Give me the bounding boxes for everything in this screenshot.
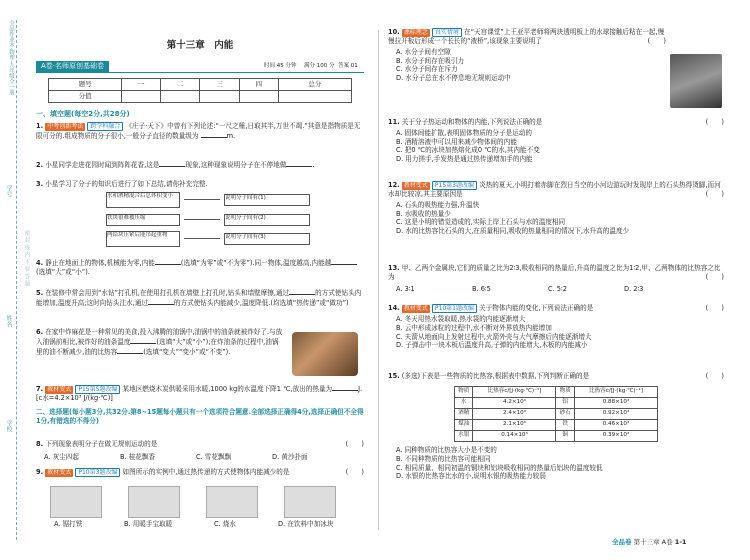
option[interactable]: B. 云中形成冰粒的过程中,水不断对外界放热内能增加 (396, 323, 552, 332)
time-limit: 时间 45 分钟 (264, 63, 297, 69)
q-tag: 中考创新考法 (47, 123, 84, 130)
q-text: 某地区燃烧木炭供暖采用水暖,1000 kg的水温度下降1 ℃,放出的热量为 (122, 385, 333, 393)
q-text: 小星学习了分子的知识后进行了如下总结,请你补充完整. (45, 180, 208, 188)
section-fill-title: 一、填空题(每空2分,共28分) (36, 110, 130, 118)
fact-box: 铁块很难被压缩 (106, 214, 180, 226)
score-cell[interactable] (200, 91, 239, 103)
q-text: J.[c水=4.2×10³ J/(kg·℃)] (36, 385, 363, 402)
boiling-water-image (206, 486, 258, 518)
option[interactable]: A. 冬天用热水袋取暖,热水袋的内能逐渐增大 (396, 315, 526, 323)
q-text: (选填“变大”“变小”或“不变”). (143, 347, 231, 356)
table-cell: 铜 (556, 431, 574, 442)
q-tag: 真实情境 (432, 28, 462, 37)
q-num: 10. (388, 28, 400, 36)
option[interactable]: D. 子弹击中一块木板后温度升高,子弹的内能增大,木板的内能减小 (396, 341, 588, 350)
margin-name: 姓名 (5, 315, 13, 327)
option[interactable]: C. 水分子间存在斥力 (396, 65, 458, 74)
answer-blank[interactable] (201, 131, 227, 138)
q-text: (选填“大”或“小”). (36, 267, 90, 276)
answer-blank[interactable] (331, 258, 357, 265)
score-header: 三 (200, 79, 239, 91)
question-10 (388, 28, 666, 83)
option[interactable]: C. 夫箭从地面向上发射过程中,火箭外壳与大气摩擦后内能逐渐增大 (396, 332, 592, 341)
option[interactable]: D. 在饮料中加冰块 (278, 520, 334, 528)
answer-blank[interactable] (148, 298, 174, 305)
option[interactable]: D. 水银的比热容比水的小,说明水银的吸热能力较弱 (396, 472, 546, 481)
table-cell: 0.46×10³ (574, 420, 657, 431)
question-8 (36, 440, 364, 462)
option[interactable]: C. 这是小明的错觉造成的,实际上岸上石头与水的温度相同 (396, 218, 566, 227)
q-num: 5. (36, 289, 44, 297)
q-text: 关于分子热运动和物体的内能,下列说法正确的是 (401, 118, 543, 126)
q-text: 的方式使钻头内能减少,温度降低.(均选填“热传递”或“做功”) (173, 298, 349, 307)
left-column (36, 26, 364, 546)
fact-box: 两铅块压紧后能吊起重物 (106, 231, 180, 247)
option[interactable]: B. 不同种物质的比热容可能相同 (396, 454, 491, 463)
q-num: 12. (388, 181, 400, 189)
question-6 (36, 328, 284, 356)
fried-dough-photo (292, 332, 358, 376)
chapter-title: 第十三章 内能 (166, 40, 234, 51)
answer-paren[interactable]: ( ) (345, 440, 364, 448)
answer-page: 答案 01 (338, 63, 358, 69)
score-cell[interactable] (122, 91, 161, 103)
q-tag: 教材变式 (47, 386, 72, 393)
forging-iron-image (50, 486, 102, 518)
q-tag: P15第5题改编 (75, 385, 120, 394)
option[interactable]: B. 桂花飘香 (120, 452, 156, 461)
q-text: 的方式使钻头内能增加,温度升高;这时向钻头注水,通过 (36, 289, 362, 307)
concept-diagram (106, 192, 326, 252)
q-text: 小星同学走进花园时闻到阵阵花香,这是 (45, 161, 160, 169)
paper-type: A卷·名师原创基础卷 (36, 61, 109, 72)
q15-options (388, 446, 724, 481)
table-cell: 砂石 (556, 409, 574, 420)
q-text: 关于物体内能的变化,下列说法正确的是 (479, 304, 594, 312)
table-header: 物质 (455, 387, 473, 398)
full-score: 满分 100 分 (304, 63, 335, 69)
q-text: (多选)下表是一些物质的比热容,根据表中数据,下列判断正确的是 (401, 372, 590, 380)
table-header: 比热容c/[J·(kg·℃)⁻¹] (473, 387, 556, 398)
option[interactable]: A. 水分子间有空隙 (396, 47, 451, 56)
q-num: 8. (36, 440, 44, 448)
conclusion-box[interactable]: 说明分子间有(3) (224, 233, 310, 245)
answer-paren[interactable]: ( ) (705, 304, 724, 312)
q-text: . (312, 161, 315, 169)
q-num: 7. (36, 385, 44, 393)
answer-blank[interactable] (332, 384, 358, 391)
table-header: 比热容c/[J·(kg·℃)⁻¹] (574, 387, 657, 398)
option[interactable]: C. 把0 ℃的冰块加热熔化成0 ℃的水,其内能不变 (396, 146, 540, 155)
q-text: 炎热的夏天,小明打着赤脚在烈日当空的小河边游玩时发现岸上的石头热得烫脚,而河水却比较凉,其主要原因是 (388, 181, 721, 198)
score-row-label: 分值 (49, 91, 122, 103)
q-num: 15. (388, 372, 400, 380)
q-text: m. (226, 132, 236, 140)
option[interactable]: C. 烧水 (214, 520, 236, 528)
specific-heat-table (454, 386, 658, 442)
table-cell: 0.88×10³ (574, 398, 657, 409)
option[interactable]: B. 水吸收的热量少 (396, 209, 451, 218)
q-tag: P10第1题改编 (432, 304, 477, 313)
table-cell: 水银 (455, 431, 473, 442)
q-text: 甲、乙两个金属块,它们的质量之比为2∶3,吸收相同的热量后,升高的温度之比为1∶2,甲、乙两物体的比热容之比为 (388, 264, 721, 281)
question-3 (36, 180, 364, 189)
q9-figures (50, 486, 350, 528)
q-num: 9. (36, 468, 44, 476)
footer-paper: A卷 (661, 538, 673, 546)
score-header: 四 (239, 79, 278, 91)
option[interactable]: C. 相同质量、相同初温的铜块和铝块吸收相同的热量后铝块的温度较低 (396, 463, 603, 472)
arrow (184, 219, 220, 220)
option[interactable]: A. 固体间能扩散,表明固体物质的分子是运动的 (396, 128, 532, 137)
question-14 (388, 304, 724, 350)
astronaut-photo (670, 54, 722, 108)
q-tag: 教材变式 (47, 469, 72, 476)
right-column (388, 28, 724, 528)
table-cell: 铁 (556, 420, 574, 431)
score-header: 一 (122, 79, 161, 91)
answer-paren[interactable]: ( ) (345, 468, 364, 476)
section-choice-title: 二、选择题(每小题3分,共32分.第8~15题每小题只有一个选项符合题意.全部选择正确得4分,选择正确但不全得1分,有错选的不得分) (36, 408, 364, 425)
score-header: 题号 (49, 79, 122, 91)
arrow (184, 199, 220, 200)
option[interactable]: B. 6∶5 (472, 284, 491, 293)
arrow (184, 238, 220, 239)
column-divider (378, 30, 379, 530)
score-cell[interactable] (239, 91, 278, 103)
score-cell[interactable] (161, 91, 200, 103)
score-table (48, 78, 352, 103)
option[interactable]: D. 水的比热容比石头的大,在质量相同,吸收的热量相同的情况下,水升高的温度少 (396, 227, 630, 236)
q-text: 在装修中常会用到“水钻”打孔机,在使用打孔机在墙壁上打孔时,钻头和墙壁摩擦,通过 (45, 289, 290, 297)
question-5 (36, 288, 364, 308)
table-cell: 0.92×10³ (574, 409, 657, 420)
option[interactable]: B. 酒精溶液中可以用来减少物体间的内能 (396, 137, 517, 146)
seal-line-text: 密 封 线 内 不 要 答 题 (23, 230, 30, 287)
q-num: 11. (388, 118, 400, 126)
option[interactable]: A. 石头的吸热能力强,升温快 (396, 200, 480, 209)
footer-brand: 全品卷 (612, 538, 632, 546)
question-2 (36, 160, 364, 170)
q-text: (选填“为零”或“不为零”).同一物体,温度越高,内能越 (180, 259, 332, 267)
option[interactable]: A. 同种物质的比热容大小是不变的 (396, 446, 497, 454)
q-num: 13. (388, 264, 400, 272)
answer-blank[interactable] (289, 288, 315, 295)
answer-paren[interactable]: ( ) (647, 37, 666, 45)
question-13 (388, 264, 724, 293)
table-cell: 水 (455, 398, 473, 409)
option[interactable]: C. 雪花飘飘 (196, 452, 232, 461)
binding-margin (4, 20, 17, 540)
option[interactable]: D. 2∶3 (624, 284, 644, 293)
option[interactable]: D. 用力搓手,手发热是通过热传递增加手的内能 (396, 155, 533, 164)
table-header: 物质 (556, 387, 574, 398)
table-cell: 煤油 (455, 420, 473, 431)
option[interactable]: D. 黄沙扑面 (272, 452, 308, 461)
fact-box: 水和酒精混合后总体积变小 (106, 192, 180, 208)
question-9 (36, 468, 364, 477)
option[interactable]: C. 5∶2 (548, 284, 567, 293)
option[interactable]: D. 水分子总在水不停息地无规则运动中 (396, 74, 511, 83)
option[interactable]: B. 用暖手宝取暖 (124, 520, 173, 528)
score-header: 二 (161, 79, 200, 91)
q-tag: P15第3题改编 (432, 181, 477, 190)
answer-paren[interactable]: ( ) (705, 190, 724, 198)
q-text: 在“天宫课堂”上王亚平老师将两块透明板上的水球接触后粘在一起,慢慢拉开板后形成一个长长的“液桥”,该现象主要说明了 (388, 28, 665, 45)
q-text: 如图所示的实例中,通过热传递的方式使物体内能减少的是 (122, 468, 290, 476)
paper-banner (36, 61, 364, 73)
q-tag: 教材变式 (403, 305, 428, 312)
margin-school: 学校 (5, 420, 13, 432)
q-num: 14. (388, 304, 400, 312)
page-number: 1-1 (674, 538, 687, 546)
answer-blank[interactable] (117, 347, 143, 354)
conclusion-box[interactable]: 说明分子间有(1) (224, 194, 310, 206)
table-cell: 0.39×10³ (574, 431, 657, 442)
table-cell: 4.2×10³ (473, 398, 556, 409)
table-cell: 酒精 (455, 409, 473, 420)
answer-blank[interactable] (159, 160, 185, 167)
table-cell: 2.4×10³ (473, 409, 556, 420)
q-text: 在家中炸麻花是一种常见的美食,投入沸腾的油锅中,油锅中的油条就被炸好了.与放入油锅前相比,被炸好的油条温度 (36, 328, 283, 346)
margin-student-no: 学号 (5, 185, 13, 197)
q-num: 3. (36, 180, 44, 188)
option[interactable]: A. 3∶1 (396, 284, 415, 293)
ice-drink-image (284, 486, 336, 518)
question-15 (388, 372, 724, 381)
option[interactable]: B. 水分子间存在吸引力 (396, 56, 465, 65)
answer-blank[interactable] (155, 258, 181, 265)
q-num: 4. (36, 259, 44, 267)
footer-chapter: 第十三章 (633, 538, 660, 546)
hand-warmer-image (128, 486, 180, 518)
question-1 (36, 122, 364, 141)
question-12 (388, 181, 724, 236)
answer-blank[interactable] (286, 160, 315, 169)
q-text: (选填“大”或“小”);在炸油条的过程中,油锅里的油不断减少,油的比热容 (36, 337, 279, 356)
question-7 (36, 384, 364, 403)
q-tag: 教材变式 (403, 182, 428, 189)
option[interactable]: A. 灰尘四起 (44, 452, 79, 461)
answer-paren[interactable]: ( ) (705, 272, 724, 281)
option[interactable]: A. 锯打铁 (54, 520, 83, 528)
score-header: 总分 (278, 79, 351, 91)
q-num: 1. (36, 122, 44, 130)
answer-blank[interactable] (130, 337, 156, 344)
q-text: 静止在地面上的物体,机械能为零,内能 (45, 259, 155, 267)
q-num: 6. (36, 328, 44, 336)
table-cell: 2.1×10³ (473, 420, 556, 431)
q-tag: 跨学科融合 (87, 122, 123, 131)
q-num: 2. (36, 161, 44, 169)
q-text: 下列现象表明分子在做无规则运动的是 (45, 440, 158, 448)
q-tag: 课标理念 (403, 29, 428, 36)
question-4 (36, 258, 364, 277)
q-text: 现象,这种现象说明分子在不停地做 (185, 161, 287, 169)
answer-paren[interactable]: ( ) (705, 118, 724, 126)
question-11 (388, 118, 724, 164)
table-cell: 0.14×10³ (473, 431, 556, 442)
conclusion-box[interactable]: 说明分子间有(2) (224, 214, 310, 226)
q-tag: P10第3题改编 (75, 468, 120, 477)
q-text: 《庄子·天下》中曾有下列论述:“一尺之棰,日取其半,万世不竭.”其意是指物质是无限可分的.组成物质的分子很小,一般分子直径的数量级为 (36, 122, 361, 140)
page-footer (612, 538, 686, 547)
table-cell: 铝 (556, 398, 574, 409)
score-cell[interactable] (278, 91, 351, 103)
answer-paren[interactable]: ( ) (705, 372, 724, 380)
margin-brand: 全品作业本·物理·九年级全一册 (8, 20, 14, 95)
